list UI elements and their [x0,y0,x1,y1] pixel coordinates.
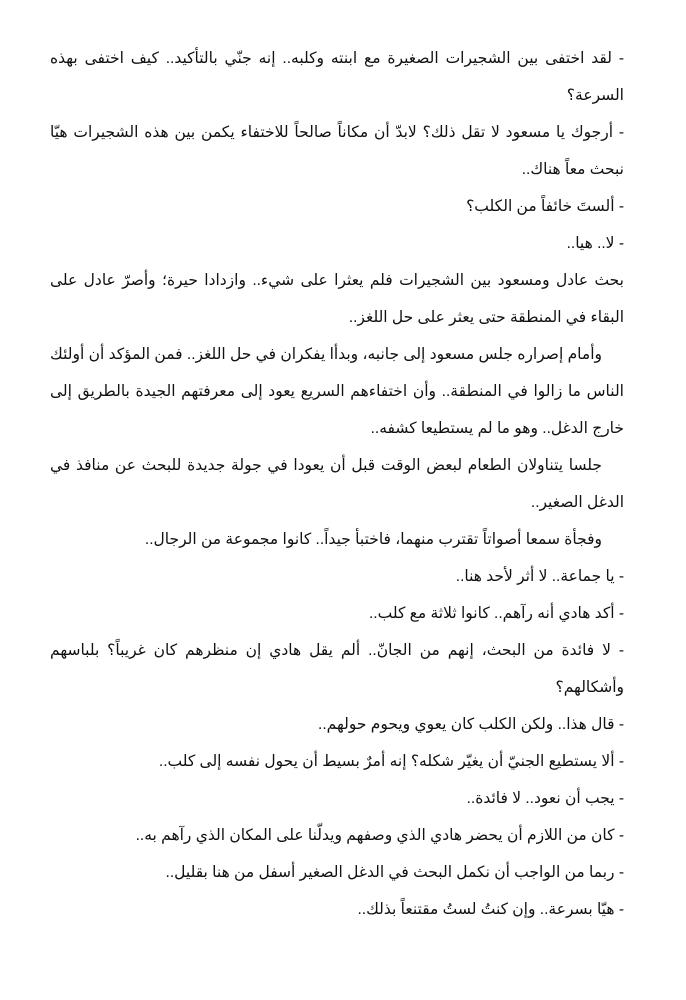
dialogue-line: - ربما من الواجب أن نكمل البحث في الدغل الصغير أسفل من هنا بقليل.. [165,864,624,881]
document-body [50,40,624,928]
dialogue-line: - يجب أن نعود.. لا فائدة.. [466,790,624,807]
dialogue-line: - ألستَ خائفاً من الكلب؟ [466,198,624,215]
dialogue-line: - لا.. هيا.. [566,235,624,252]
dialogue-line: - كان من اللازم أن يحضر هادي الذي وصفهم ويدلّنا على المكان الذي رآهم به.. [135,827,624,844]
narration-paragraph: بحث عادل ومسعود بين الشجيرات فلم يعثرا على شيء.. وازدادا حيرة؛ وأصرّ عادل على البقاء في المنطقة حتى يعثر على حل اللغز.. [50,272,624,326]
dialogue-line: - هيّا بسرعة.. وإن كنتُ لستُ مقتنعاً بذلك.. [357,901,624,918]
dialogue-line: - ألا يستطيع الجنيّ أن يغيّر شكله؟ إنه أمرٌ بسيط أن يحول نفسه إلى كلب.. [158,753,624,770]
narration-paragraph: وفجأة سمعا أصواتاً تقترب منهما، فاختبأ جيداً.. كانوا مجموعة من الرجال.. [144,531,602,548]
dialogue-line: - أرجوك يا مسعود لا تقل ذلك؟ لابدّ أن مكاناً صالحاً للاختفاء يكمن بين هذه الشجيرات هيّا نبحث معاً هناك.. [50,124,624,178]
narration-paragraph: جلسا يتناولان الطعام لبعض الوقت قبل أن يعودا في جولة جديدة للبحث عن منافذ في الدغل الصغير.. [50,457,624,511]
dialogue-line: - لقد اختفى بين الشجيرات الصغيرة مع ابنته وكلبه.. إنه جنّي بالتأكيد.. كيف اختفى بهذه السرعة؟ [50,50,624,104]
dialogue-line: - قال هذا.. ولكن الكلب كان يعوي ويحوم حولهم.. [318,716,624,733]
dialogue-line: - لا فائدة من البحث، إنهم من الجانّ.. ألم يقل هادي إن منظرهم كان غريباً؟ بلباسهم وأشكالهم؟ [50,642,624,696]
narration-paragraph: وأمام إصراره جلس مسعود إلى جانبه، وبدأا يفكران في حل اللغز.. فمن المؤكد أن أولئك الناس ما زالوا في المنطقة.. وأن اختفاءهم السريع يعود إلى معرفتهم الجيدة بالطريق إلى خارج الدغل.. وهو ما لم يستطيعا كشفه.. [50,346,624,437]
dialogue-line: - أكد هادي أنه رآهم.. كانوا ثلاثة مع كلب.. [368,605,624,622]
dialogue-line: - يا جماعة.. لا أثر لأحد هنا.. [455,568,624,585]
